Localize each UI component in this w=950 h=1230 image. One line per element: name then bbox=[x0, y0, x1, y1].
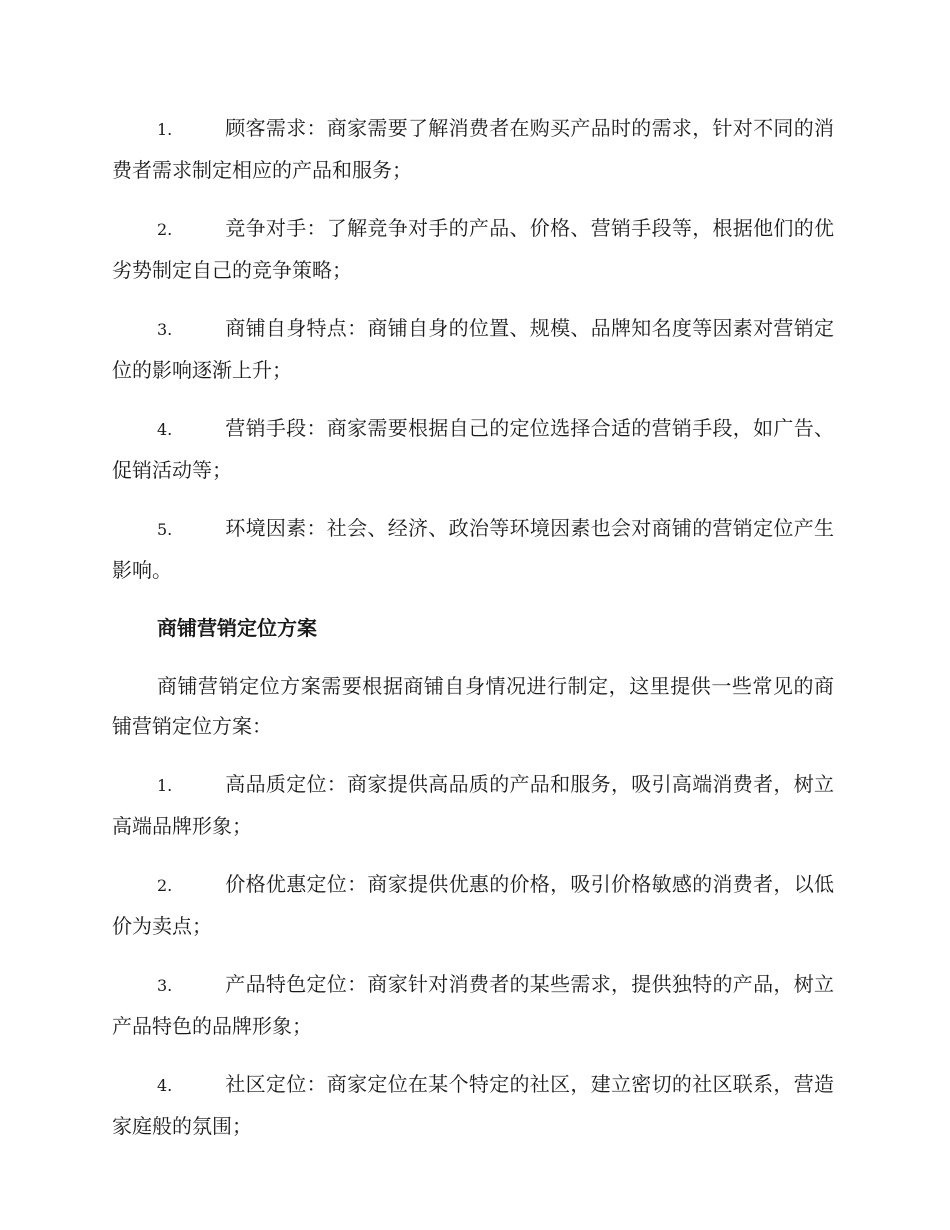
list-number: 1. bbox=[157, 120, 173, 139]
list-number: 5. bbox=[157, 520, 173, 539]
section-intro: 商铺营销定位方案需要根据商铺自身情况进行制定，这里提供一些常见的商铺营销定位方案： bbox=[112, 674, 834, 738]
document-body bbox=[112, 108, 834, 1164]
list-number: 3. bbox=[157, 976, 173, 995]
list-item-plan-3 bbox=[112, 964, 834, 1046]
list-number: 4. bbox=[157, 1076, 173, 1095]
list-text: 商铺自身特点：商铺自身的位置、规模、品牌知名度等因素对营销定位的影响逐渐上升； bbox=[112, 316, 834, 382]
list-item-factor-2 bbox=[112, 208, 834, 290]
list-text: 产品特色定位：商家针对消费者的某些需求，提供独特的产品，树立产品特色的品牌形象； bbox=[112, 972, 834, 1038]
list-number: 1. bbox=[157, 776, 173, 795]
list-text: 顾客需求：商家需要了解消费者在购买产品时的需求，针对不同的消费者需求制定相应的产品和服务； bbox=[112, 116, 834, 182]
list-text: 价格优惠定位：商家提供优惠的价格，吸引价格敏感的消费者，以低价为卖点； bbox=[112, 872, 834, 938]
list-text: 社区定位：商家定位在某个特定的社区，建立密切的社区联系，营造家庭般的氛围； bbox=[112, 1072, 834, 1138]
list-text: 环境因素：社会、经济、政治等环境因素也会对商铺的营销定位产生影响。 bbox=[112, 516, 834, 582]
list-item-factor-5 bbox=[112, 508, 834, 590]
list-text: 高品质定位：商家提供高品质的产品和服务，吸引高端消费者，树立高端品牌形象； bbox=[112, 772, 834, 838]
list-item-factor-1 bbox=[112, 108, 834, 190]
list-item-plan-4 bbox=[112, 1064, 834, 1146]
list-item-factor-3 bbox=[112, 308, 834, 390]
list-number: 2. bbox=[157, 220, 173, 239]
list-text: 竞争对手：了解竞争对手的产品、价格、营销手段等，根据他们的优劣势制定自己的竞争策略； bbox=[112, 216, 834, 282]
section-heading: 商铺营销定位方案 bbox=[157, 616, 317, 640]
list-text: 营销手段：商家需要根据自己的定位选择合适的营销手段，如广告、促销活动等； bbox=[112, 416, 834, 482]
list-number: 4. bbox=[157, 420, 173, 439]
list-number: 2. bbox=[157, 876, 173, 895]
list-item-plan-2 bbox=[112, 864, 834, 946]
list-item-factor-4 bbox=[112, 408, 834, 490]
list-number: 3. bbox=[157, 320, 173, 339]
list-item-plan-1 bbox=[112, 764, 834, 846]
